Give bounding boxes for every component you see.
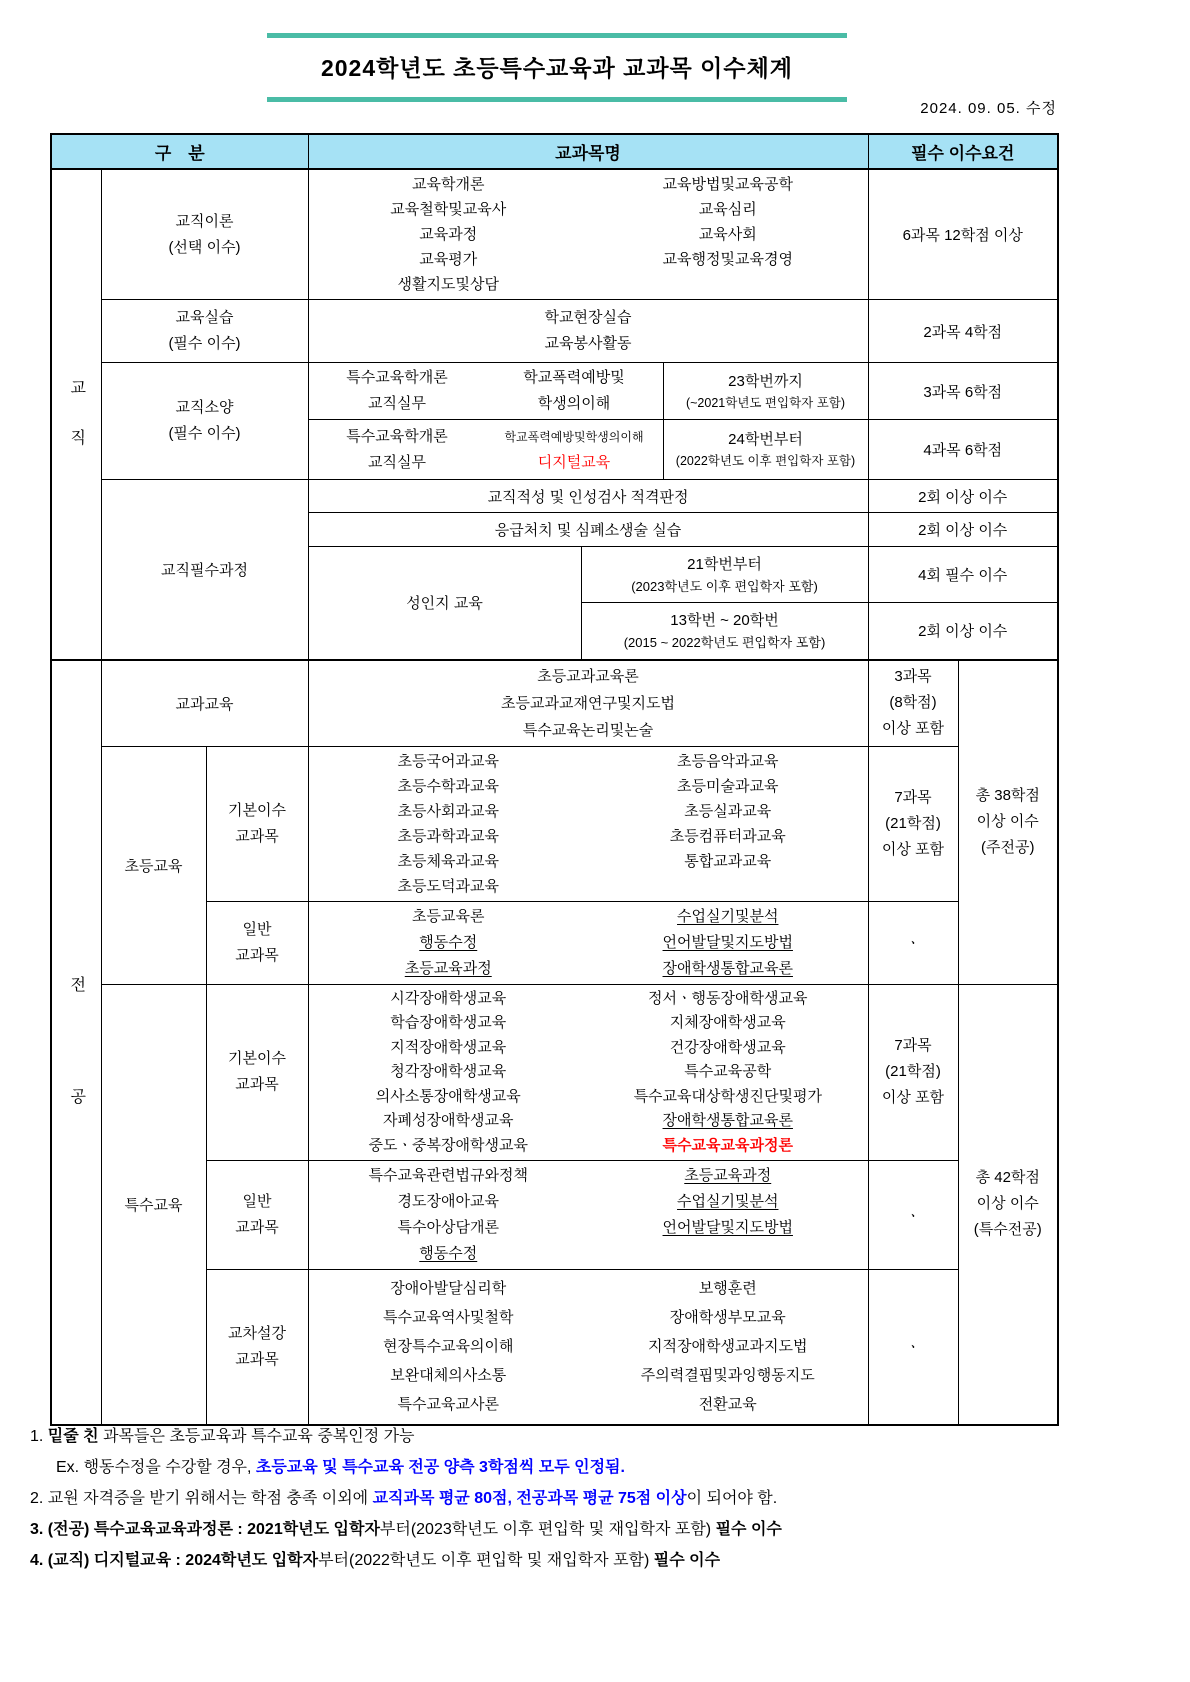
course-columns [309, 424, 663, 476]
footnote-2 [30, 1487, 1170, 1511]
text-line: (필수 이수) [168, 335, 241, 352]
cell-cohort-refinement-a [663, 363, 868, 420]
text-line: 초등실과교육 [684, 802, 772, 820]
course-list [309, 305, 868, 357]
text-line: 장애학생부모교육 [669, 1309, 786, 1327]
text-line: 3. (전공) 특수교육교육과정론 : 2021학년도 입학자 [30, 1521, 380, 1538]
course-columns [309, 987, 868, 1159]
cell-req-theory: 6과목 12학점 이상 [868, 169, 1058, 300]
text-line: 교육과정 [419, 226, 478, 243]
course-columns [309, 749, 868, 899]
total-lines [959, 783, 1058, 861]
text-line: 밑줄 친 [47, 1428, 99, 1445]
text-line: 교육실습 [175, 309, 234, 326]
text-line: 특수교육논리및논술 [522, 721, 654, 739]
text-line: 초등수학과교육 [397, 777, 499, 795]
text-line: 교직과목 평균 80점, 전공과목 평균 75점 이상 [372, 1490, 687, 1507]
text-line: (21학점) [885, 1063, 941, 1081]
course-column-right [588, 749, 868, 874]
text-line: 교과목 [235, 1076, 279, 1094]
cell-courses-refinement-a [308, 363, 663, 420]
text-line: 초등컴퓨터과교육 [669, 827, 786, 845]
cell-cohort-refinement-b [663, 420, 868, 480]
footnote-3 [30, 1518, 1170, 1542]
text-line: 시각장애학생교육 [390, 989, 507, 1007]
text-line: (선택 이수) [168, 238, 241, 256]
requirement-lines [869, 664, 958, 742]
text-line: 교육평가 [419, 251, 478, 268]
course-column-right [588, 904, 868, 982]
cell-cohort-gender-a [581, 547, 868, 603]
text-line: 초등교과교육론 [537, 667, 639, 685]
text-line: 이상 이수 [976, 813, 1039, 830]
cell-courses-cross-listed [308, 1270, 868, 1425]
text-line: 4. (교직) 디지털교육 : 2024학년도 입학자 [30, 1552, 319, 1569]
cell-req-gender-b: 2회 이상 이수 [868, 603, 1058, 660]
course-column-right [588, 172, 868, 272]
text-line: 초등교육론 [412, 907, 485, 925]
title-rule-bottom [267, 97, 847, 102]
text-line: (특수전공) [973, 1221, 1042, 1238]
table-header-row [51, 134, 1058, 169]
text-line: 특수교육공학 [684, 1063, 772, 1080]
cohort-note: (2023학년도 이후 편입학자 포함) [631, 579, 818, 594]
text-line: 특수교육역사및철학 [383, 1309, 514, 1327]
text-line: 7과목 [894, 788, 932, 806]
text-line: 전환교육 [698, 1396, 757, 1414]
cell-category-elem-general [206, 901, 308, 984]
text-line: 부터(2023학년도 이후 편입학 및 재입학자 포함) [379, 1521, 716, 1538]
text-line: 특수교육대상학생진단및평가 [633, 1087, 822, 1105]
category-label [102, 305, 308, 357]
category-label [102, 209, 308, 261]
cell-req-aptitude: 2회 이상 이수 [868, 480, 1058, 513]
category-label [207, 798, 308, 850]
text-line: 2. 교원 자격증을 받기 위해서는 학점 충족 이외에 [30, 1490, 373, 1507]
text-line: 일반 [242, 920, 272, 938]
footnote-1-example [30, 1456, 1170, 1480]
course-column-right [486, 424, 663, 476]
course-column-left [309, 365, 486, 417]
cell-req-practicum: 2과목 4학점 [868, 300, 1058, 363]
footnote-1 [30, 1425, 1170, 1449]
cell-cohort-gender-b [581, 603, 868, 660]
text-line: 교과목 [235, 1219, 279, 1236]
text-line: 이 되어야 함. [686, 1490, 778, 1507]
text-line: 자폐성장애학생교육 [383, 1112, 514, 1129]
course-column-left [309, 987, 589, 1159]
text-line: 교육사회 [698, 226, 757, 243]
text-line: 필수 이수 [715, 1521, 782, 1538]
text-line: 교과목 [235, 827, 279, 845]
cohort-note: (2015 ~ 2022학년도 편입학자 포함) [623, 635, 826, 651]
text-line: (필수 이수) [168, 425, 241, 442]
text-line: 수업실기및분석 [677, 1193, 779, 1210]
text-line: 주의력결핍및과잉행동지도 [640, 1367, 815, 1385]
course-column-right [588, 987, 868, 1159]
text-line: 통합교과교육 [684, 852, 772, 870]
text-line: 정서ㆍ행동장애학생교육 [648, 989, 808, 1007]
text-line: 초등체육과교육 [397, 852, 499, 870]
text-line: (8학점) [889, 694, 937, 711]
text-line: 초등국어과교육 [397, 752, 499, 770]
cell-req-elem-basic [868, 746, 958, 901]
category-label [207, 1046, 308, 1098]
cell-group-pedagogy [51, 169, 101, 660]
text-line: 이상 포함 [881, 720, 945, 737]
text-line: 행동수정 [419, 1245, 478, 1262]
cell-course-first-aid: 응급처치 및 심폐소생술 실습 [308, 513, 868, 547]
text-line: 현장특수교육의이해 [383, 1338, 514, 1356]
text-line: 초등음악과교육 [677, 752, 779, 770]
text-line: Ex. 행동수정을 수강할 경우, [56, 1459, 256, 1476]
text-line: 필수 이수 [653, 1552, 721, 1569]
text-line: 언어발달및지도방법 [662, 1219, 793, 1236]
cohort-note: (~2021학년도 편입학자 포함) [685, 395, 846, 410]
text-line: 교직이론 [175, 212, 234, 230]
text-line: 기본이수 [228, 801, 286, 819]
text-line: 교직실무 [368, 453, 426, 471]
text-line: 장애학생통합교육론 [662, 959, 793, 977]
cohort-label: 24학번부터 [728, 431, 803, 448]
text-line: 교차설강 [228, 1324, 286, 1342]
cell-req-refinement-b: 4과목 6학점 [868, 420, 1058, 480]
text-line: 보완대체의사소통 [390, 1367, 507, 1385]
course-column-left [309, 1163, 589, 1267]
text-line: 경도장애아교육 [397, 1193, 499, 1210]
course-columns [309, 365, 663, 417]
course-column-right [486, 365, 663, 417]
course-list [309, 663, 868, 744]
text-line: 초등교육과정 [684, 1167, 772, 1184]
text-line: (주전공) [981, 839, 1035, 856]
cell-req-first-aid: 2회 이상 이수 [868, 513, 1058, 547]
text-line: 이상 이수 [976, 1195, 1039, 1212]
cell-req-cross-listed: ㆍ [868, 1270, 958, 1425]
cell-courses-practicum [308, 300, 868, 363]
cohort-label: 23학번까지 [728, 372, 803, 390]
course-columns [309, 172, 868, 297]
text-line: 학생의이해 [537, 395, 611, 412]
cell-total-elementary [958, 660, 1058, 985]
cell-group-major [51, 660, 101, 1425]
cohort-note: (2022학년도 이후 편입학자 포함) [675, 454, 856, 468]
header-requirement: 필수 이수요건 [868, 134, 1058, 169]
text-line: 의사소통장애학생교육 [375, 1087, 521, 1105]
cell-category-subject-pedagogy: 교과교육 [101, 660, 308, 747]
cell-courses-elem-general [308, 901, 868, 984]
cell-category-practicum [101, 300, 308, 363]
course-column-right [588, 1274, 868, 1419]
course-column-left [309, 424, 486, 476]
cell-req-subject-pedagogy [868, 660, 958, 747]
text-line: 초등과학과교육 [397, 827, 499, 845]
page-title: 2024학년도 초등특수교육과 교과목 이수체계 [320, 55, 794, 81]
text-line: 과목들은 초등교육과 특수교육 중복인정 가능 [98, 1428, 415, 1445]
text-line: 교과목 [235, 946, 279, 964]
category-label [207, 1189, 308, 1241]
cohort-label: 21학번부터 [687, 556, 762, 573]
text-line: 학교현장실습 [544, 309, 632, 326]
cell-req-sped-general: ㆍ [868, 1161, 958, 1270]
text-line: 생활지도및상담 [397, 276, 499, 293]
cell-category-elem-basic [206, 746, 308, 901]
text-line: 중도ㆍ중복장애학생교육 [368, 1136, 528, 1154]
text-line: 교육봉사활동 [544, 335, 632, 352]
footnotes [30, 1425, 1170, 1580]
category-label [207, 1321, 308, 1373]
text-line: 학교폭력예방및학생의이해 [504, 429, 644, 444]
text-line: 초등사회과교육 [397, 802, 499, 820]
cohort-label: 13학번 ~ 20학번 [670, 612, 779, 630]
course-columns [309, 904, 868, 982]
text-line: 특수교육학개론 [346, 427, 448, 445]
text-line: 교육철학및교육사 [390, 201, 507, 218]
text-line: 이상 포함 [881, 840, 945, 858]
cell-category-theory [101, 169, 308, 300]
cell-category-elementary: 초등교육 [101, 746, 206, 984]
text-line: 특수교육교육과정론 [662, 1136, 793, 1154]
course-column-left [309, 749, 589, 899]
text-line: 총 38학점 [975, 787, 1040, 804]
text-line: 1. [30, 1428, 48, 1445]
text-line: 교과목 [235, 1350, 279, 1368]
cell-total-special [958, 984, 1058, 1425]
row-practicum [51, 300, 1058, 363]
cell-category-sped-basic [206, 984, 308, 1161]
text-line: 특수교육학개론 [346, 369, 448, 386]
text-line: 초등교과교재연구및지도법 [501, 694, 675, 712]
footnote-4 [30, 1549, 1170, 1573]
requirement-lines [869, 785, 958, 863]
text-line: 7과목 [894, 1037, 932, 1055]
header-category: 구 분 [51, 134, 308, 169]
text-line: 교직소양 [175, 399, 234, 416]
text-line: 초등교육 및 특수교육 전공 양측 3학점씩 모두 인정됨. [255, 1459, 625, 1476]
cell-req-sped-basic [868, 984, 958, 1161]
text-line: 행동수정 [419, 933, 478, 951]
text-line: 장애학생통합교육론 [662, 1112, 793, 1129]
cell-course-aptitude: 교직적성 및 인성검사 적격판정 [308, 480, 868, 513]
text-line: 지적장애학생교육 [390, 1038, 507, 1056]
text-line: 장애아발달심리학 [390, 1280, 507, 1298]
cell-courses-theory [308, 169, 868, 300]
row-subject-pedagogy [51, 660, 1058, 747]
text-line: 청각장애학생교육 [390, 1063, 507, 1080]
text-line: 교직실무 [368, 395, 426, 412]
text-line: 특수교육교사론 [397, 1396, 499, 1414]
course-column-left [309, 172, 589, 297]
text-line: 초등도덕과교육 [397, 877, 499, 895]
cell-req-gender-a: 4회 필수 이수 [868, 547, 1058, 603]
cell-category-cross-listed [206, 1270, 308, 1425]
total-lines [959, 1165, 1058, 1243]
row-elem-basic [51, 746, 1058, 901]
text-line: 언어발달및지도방법 [662, 933, 793, 951]
text-line: 초등교육과정 [404, 959, 492, 977]
text-line: 지체장애학생교육 [669, 1014, 786, 1031]
cell-category-refinement [101, 363, 308, 480]
text-line: 교육행정및교육경영 [662, 251, 793, 268]
cell-courses-sped-general [308, 1161, 868, 1270]
row-sped-basic [51, 984, 1058, 1161]
text-line: 건강장애학생교육 [669, 1038, 786, 1056]
text-line: 학교폭력예방및 [523, 369, 625, 386]
cell-courses-subject-pedagogy [308, 660, 868, 747]
text-line: 3과목 [894, 668, 932, 685]
cell-req-refinement-a: 3과목 6학점 [868, 363, 1058, 420]
cell-course-gender: 성인지 교육 [308, 547, 581, 660]
course-columns [309, 1163, 868, 1267]
cell-courses-refinement-b [308, 420, 663, 480]
text-line: 학습장애학생교육 [390, 1014, 507, 1031]
row-theory [51, 169, 1058, 300]
cell-category-required-course: 교직필수과정 [101, 480, 308, 660]
cell-category-sped-general [206, 1161, 308, 1270]
course-column-left [309, 904, 589, 982]
course-columns [309, 1274, 868, 1419]
requirement-lines [869, 1033, 958, 1111]
text-line: 보행훈련 [698, 1280, 757, 1298]
category-label [207, 917, 308, 969]
text-line: 초등미술과교육 [677, 777, 779, 795]
text-line: (21학점) [885, 814, 941, 832]
text-line: 교육심리 [698, 201, 757, 218]
category-label [102, 395, 308, 447]
text-line: 이상 포함 [881, 1089, 945, 1107]
text-line: 교육방법및교육공학 [662, 176, 793, 193]
row-refinement-a [51, 363, 1058, 420]
curriculum-table [50, 133, 1059, 1426]
cell-courses-elem-basic [308, 746, 868, 901]
text-line: 일반 [242, 1193, 272, 1210]
course-column-right [588, 1163, 868, 1241]
course-column-left [309, 1274, 589, 1419]
cell-courses-sped-basic [308, 984, 868, 1161]
title-block [267, 33, 847, 102]
text-line: 교육학개론 [412, 176, 485, 193]
text-line: 지적장애학생교과지도법 [648, 1338, 808, 1356]
group-label-pedagogy: 교직 [67, 379, 85, 480]
text-line: 부터(2022학년도 이후 편입학 및 재입학자 포함) [318, 1552, 654, 1569]
row-aptitude [51, 480, 1058, 513]
text-line: 특수아상담개론 [397, 1219, 499, 1236]
text-line: 디지털교육 [537, 453, 611, 471]
cell-category-special: 특수교육 [101, 984, 206, 1425]
text-line: 기본이수 [228, 1050, 286, 1068]
revision-date: 2024. 09. 05. 수정 [920, 100, 1057, 117]
text-line: 총 42학점 [975, 1169, 1040, 1186]
text-line: 수업실기및분석 [677, 907, 779, 925]
cell-req-elem-general: ㆍ [868, 901, 958, 984]
text-line: 특수교육관련법규와정책 [368, 1167, 528, 1184]
group-label-major: 전공 [67, 976, 85, 1200]
header-courses: 교과목명 [308, 134, 868, 169]
